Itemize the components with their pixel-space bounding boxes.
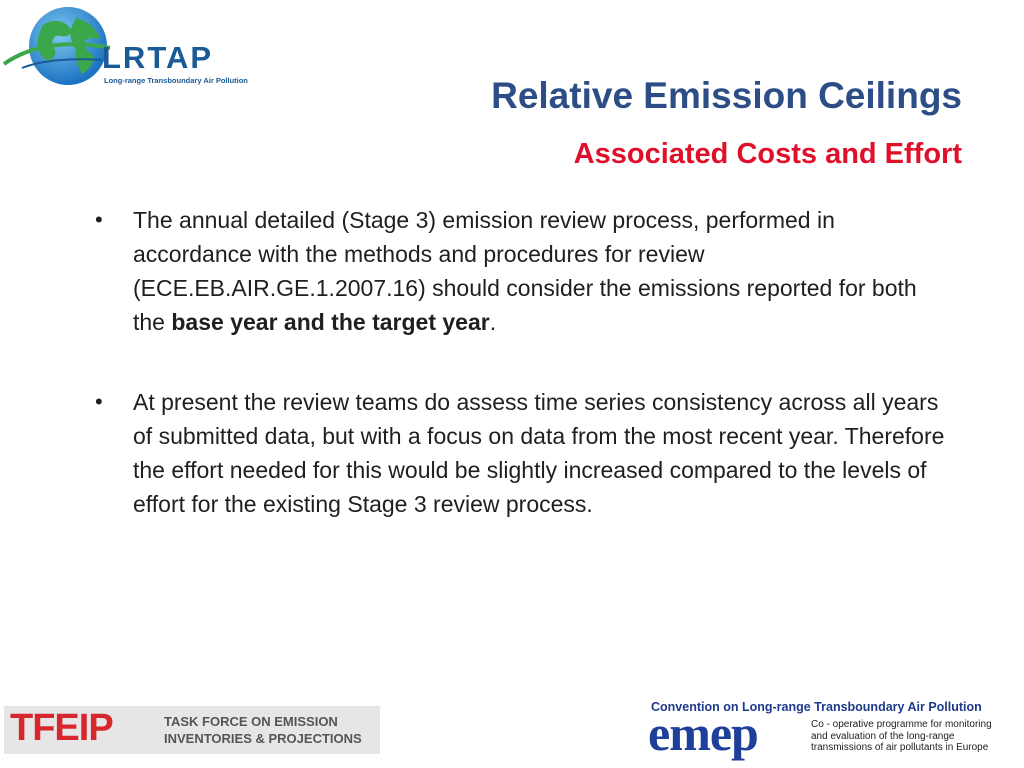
bullet-item	[95, 385, 955, 521]
bullet-text: At present the review teams do assess time series consistency across all years of submitted data, but with a focus on data from the most recent year. Therefore the effort needed for this would be slightly increased compared to the levels of effort for the existing Stage 3 review process.	[133, 389, 945, 517]
bullet-list	[95, 203, 955, 567]
bullet-text-end: .	[489, 309, 497, 335]
emep-description-line: Co - operative programme for monitoring	[811, 719, 992, 730]
bullet-text: The annual detailed (Stage 3) emission review process, performed in accordance with the methods and procedures for review (ECE.EB.AIR.GE.1.2007.16) should consider the emissions reported for both the	[133, 207, 917, 335]
bullet-item	[95, 203, 955, 339]
bullet-marker: •	[95, 207, 103, 232]
slide-subtitle: Associated Costs and Effort	[573, 138, 962, 170]
emep-logo	[646, 700, 1020, 766]
emep-convention-text: Convention on Long-range Transboundary Air Pollution	[651, 700, 982, 714]
slide-title: Relative Emission Ceilings	[491, 75, 962, 116]
emep-description-line: and evaluation of the long-range	[811, 730, 955, 742]
tfeip-wordmark: TFEIP	[10, 707, 113, 749]
tfeip-logo	[4, 706, 380, 754]
lrtap-wordmark: LRTAP	[102, 40, 214, 75]
tfeip-caption	[164, 713, 362, 747]
lrtap-subtitle: Long-range Transboundary Air Pollution	[104, 76, 248, 85]
emep-description	[811, 719, 1021, 754]
globe-icon	[2, 4, 112, 88]
bullet-bold-text: base year and the target year	[171, 309, 490, 335]
lrtap-logo	[2, 4, 262, 88]
emep-wordmark: emep	[648, 705, 758, 761]
tfeip-caption-line: TASK FORCE ON EMISSION	[164, 714, 338, 729]
bullet-marker: •	[95, 389, 103, 414]
emep-description-line: transmissions of air pollutants in Europe	[811, 742, 989, 753]
tfeip-caption-line: INVENTORIES & PROJECTIONS	[164, 731, 362, 746]
